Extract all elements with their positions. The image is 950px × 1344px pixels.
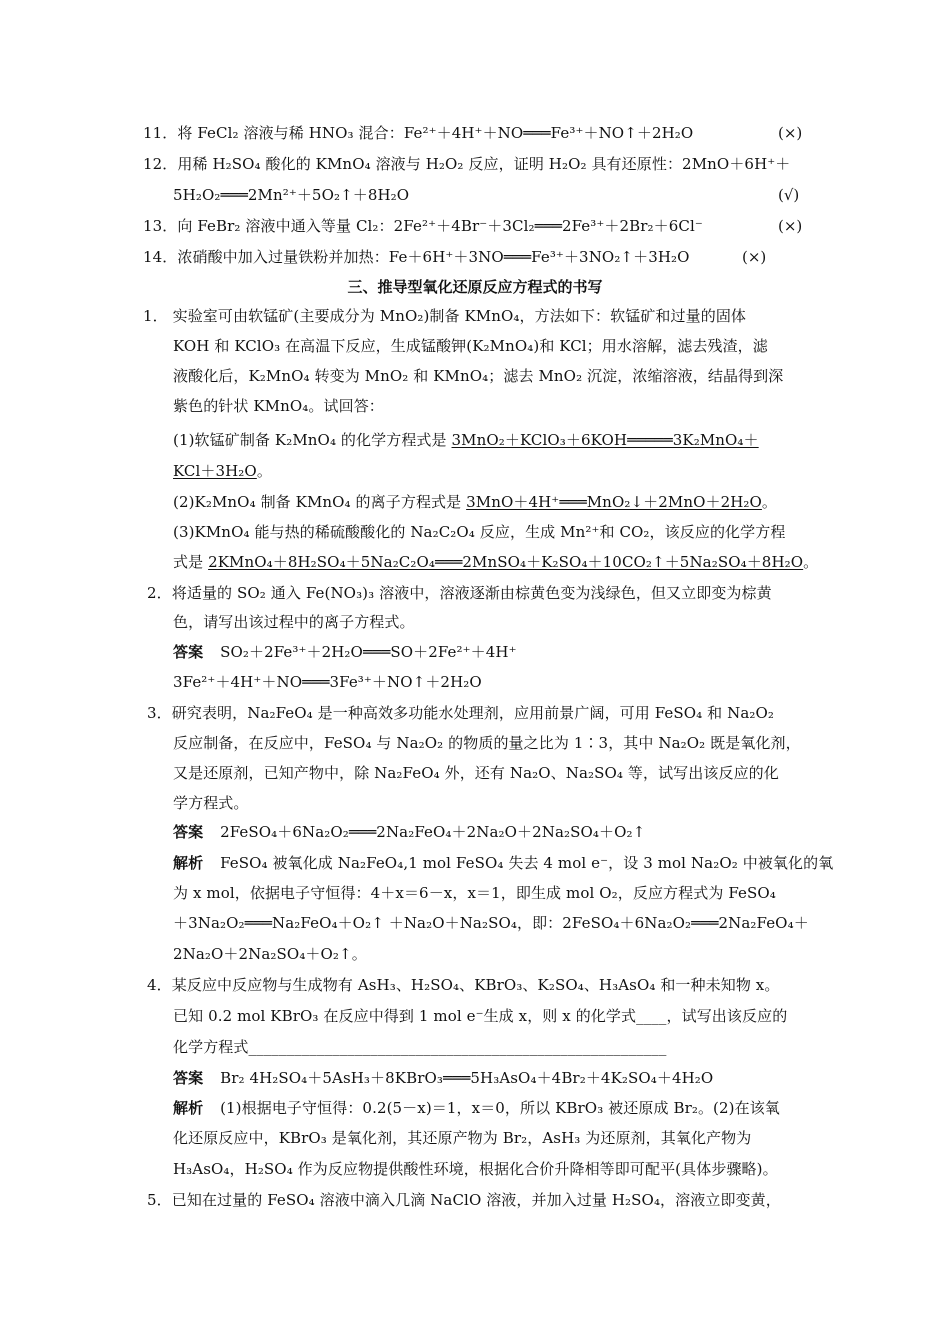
filled-answer: 2KMnO₄＋8H₂SO₄＋5Na₂C₂O₄═══2MnSO₄＋K₂SO₄＋10CO₂↑＋5Na₂SO₄＋8H₂O: [208, 553, 804, 571]
subquestion-1: [173, 430, 759, 450]
filled-answer: 3MnO₂＋KClO₃＋6KOH═════3K₂MnO₄＋: [451, 431, 759, 449]
answer-text: SO₂＋2Fe³⁺＋2H₂O═══SO＋2Fe²⁺＋4H⁺: [220, 643, 517, 661]
answer-line: 3Fe²⁺＋4H⁺＋NO═══3Fe³⁺＋NO↑＋2H₂O: [173, 673, 482, 691]
explanation-line: 为 x mol，依据电子守恒得：4＋x＝6－x，x＝1，即生成 mol O₂，反应方程式为 FeSO₄: [173, 884, 776, 902]
judgement-mark: (×): [742, 248, 767, 266]
explain-label: 解析: [173, 854, 204, 872]
answer-label: 答案: [173, 1069, 204, 1087]
question-text: 又是还原剂，已知产物中，除 Na₂FeO₄ 外，还有 Na₂O、Na₂SO₄ 等，试写出该反应的化: [173, 764, 779, 782]
question-text: 1． 实验室可由软锰矿(主要成分为 MnO₂)制备 KMnO₄，方法如下：软锰矿和过量的固体: [143, 307, 747, 325]
judgement-mark: (×): [778, 124, 803, 142]
subquestion-2: [173, 492, 777, 512]
question-text: 4．某反应中反应物与生成物有 AsH₃、H₂SO₄、KBrO₃、K₂SO₄、H₃AsO₄ 和一种未知物 x。: [147, 976, 780, 994]
answer-line: [173, 822, 645, 842]
subquestion-prefix: (2)K₂MnO₄ 制备 KMnO₄ 的离子方程式是: [173, 493, 462, 511]
section-heading: 三、推导型氧化还原反应方程式的书写: [347, 278, 603, 296]
text-line: 5H₂O₂═══2Mn²⁺＋5O₂↑＋8H₂O: [173, 186, 410, 204]
filled-answer: KCl＋3H₂O: [173, 462, 257, 480]
punctuation: 。: [761, 493, 778, 511]
explanation-line: [173, 1098, 780, 1118]
subquestion-prefix: (1)软锰矿制备 K₂MnO₄ 的化学方程式是: [173, 431, 447, 449]
question-text: KOH 和 KClO₃ 在高温下反应，生成锰酸钾(K₂MnO₄)和 KCl；用水溶解，滤去残渣，滤: [173, 337, 768, 355]
explanation-line: H₃AsO₄，H₂SO₄ 作为反应物提供酸性环境，根据化合价升降相等即可配平(具体步骤略)。: [173, 1160, 778, 1178]
text-line: 11．将 FeCl₂ 溶液与稀 HNO₃ 混合：Fe²⁺＋4H⁺＋NO═══Fe³⁺＋NO↑＋2H₂O: [143, 124, 694, 142]
text-line: 12．用稀 H₂SO₄ 酸化的 KMnO₄ 溶液与 H₂O₂ 反应，证明 H₂O₂ 具有还原性：2MnO＋6H⁺＋: [143, 155, 791, 173]
answer-label: 答案: [173, 643, 204, 661]
explanation-text: FeSO₄ 被氧化成 Na₂FeO₄,1 mol FeSO₄ 失去 4 mol e⁻，设 3 mol Na₂O₂ 中被氧化的氧: [220, 854, 834, 872]
punctuation: 。: [256, 462, 272, 480]
question-text: 化学方程式_______________________________________________________: [173, 1038, 667, 1056]
answer-label: 答案: [173, 823, 204, 841]
subquestion-3-cont: [173, 552, 818, 572]
explanation-text: (1)根据电子守恒得：0.2(5－x)＝1，x＝0，所以 KBrO₃ 被还原成 Br₂。(2)在该氧: [220, 1099, 780, 1117]
text-line: 14．浓硝酸中加入过量铁粉并加热：Fe＋6H⁺＋3NO═══Fe³⁺＋3NO₂↑＋3H₂O: [143, 248, 690, 266]
question-text: 5．已知在过量的 FeSO₄ 溶液中滴入几滴 NaClO 溶液，并加入过量 H₂SO₄，溶液立即变黄，: [147, 1191, 781, 1209]
text-line: 13．向 FeBr₂ 溶液中通入等量 Cl₂：2Fe²⁺＋4Br⁻＋3Cl₂═══2Fe³⁺＋2Br₂＋6Cl⁻: [143, 217, 703, 235]
question-text: 色，请写出该过程中的离子方程式。: [173, 613, 415, 631]
explanation-line: 2Na₂O＋2Na₂SO₄＋O₂↑。: [173, 945, 367, 963]
punctuation: 。: [803, 553, 819, 571]
answer-line: [173, 642, 517, 662]
explanation-line: [173, 853, 833, 873]
subquestion-prefix: 式是: [173, 553, 204, 571]
explanation-line: ＋3Na₂O₂═══Na₂FeO₄＋O₂↑ ＋Na₂O＋Na₂SO₄，即：2FeSO₄＋6Na₂O₂═══2Na₂FeO₄＋: [173, 914, 809, 932]
judgement-mark: (×): [778, 217, 803, 235]
explanation-line: 化还原反应中，KBrO₃ 是氧化剂，其还原产物为 Br₂，AsH₃ 为还原剂，其氧化产物为: [173, 1129, 752, 1147]
question-text: 3．研究表明，Na₂FeO₄ 是一种高效多功能水处理剂，应用前景广阔，可用 FeSO₄ 和 Na₂O₂: [147, 704, 775, 722]
question-text: 紫色的针状 KMnO₄。试回答：: [173, 397, 384, 415]
subquestion-3: (3)KMnO₄ 能与热的稀硫酸酸化的 Na₂C₂O₄ 反应，生成 Mn²⁺和 CO₂，该反应的化学方程: [173, 523, 786, 541]
question-text: 2．将适量的 SO₂ 通入 Fe(NO₃)₃ 溶液中，溶液逐渐由棕黄色变为浅绿色，但又立即变为棕黄: [147, 584, 772, 602]
subquestion-1-cont: [173, 461, 272, 481]
question-text: 已知 0.2 mol KBrO₃ 在反应中得到 1 mol e⁻生成 x，则 x 的化学式____，试写出该反应的: [173, 1007, 788, 1025]
answer-text: Br₂ 4H₂SO₄＋5AsH₃＋8KBrO₃═══5H₃AsO₄＋4Br₂＋4K₂SO₄＋4H₂O: [220, 1069, 714, 1087]
answer-text: 2FeSO₄＋6Na₂O₂═══2Na₂FeO₄＋2Na₂O＋2Na₂SO₄＋O₂↑: [220, 823, 646, 841]
filled-answer: 3MnO＋4H⁺═══MnO₂↓＋2MnO＋2H₂O: [466, 493, 762, 511]
judgement-mark: (√): [778, 186, 800, 204]
question-text: 学方程式。: [173, 794, 249, 812]
question-text: 反应制备，在反应中，FeSO₄ 与 Na₂O₂ 的物质的量之比为 1∶3，其中 Na₂O₂ 既是氧化剂，: [173, 734, 801, 752]
explain-label: 解析: [173, 1099, 204, 1117]
answer-line: [173, 1068, 713, 1088]
question-text: 液酸化后，K₂MnO₄ 转变为 MnO₂ 和 KMnO₄；滤去 MnO₂ 沉淀，浓缩溶液，结晶得到深: [173, 367, 784, 385]
